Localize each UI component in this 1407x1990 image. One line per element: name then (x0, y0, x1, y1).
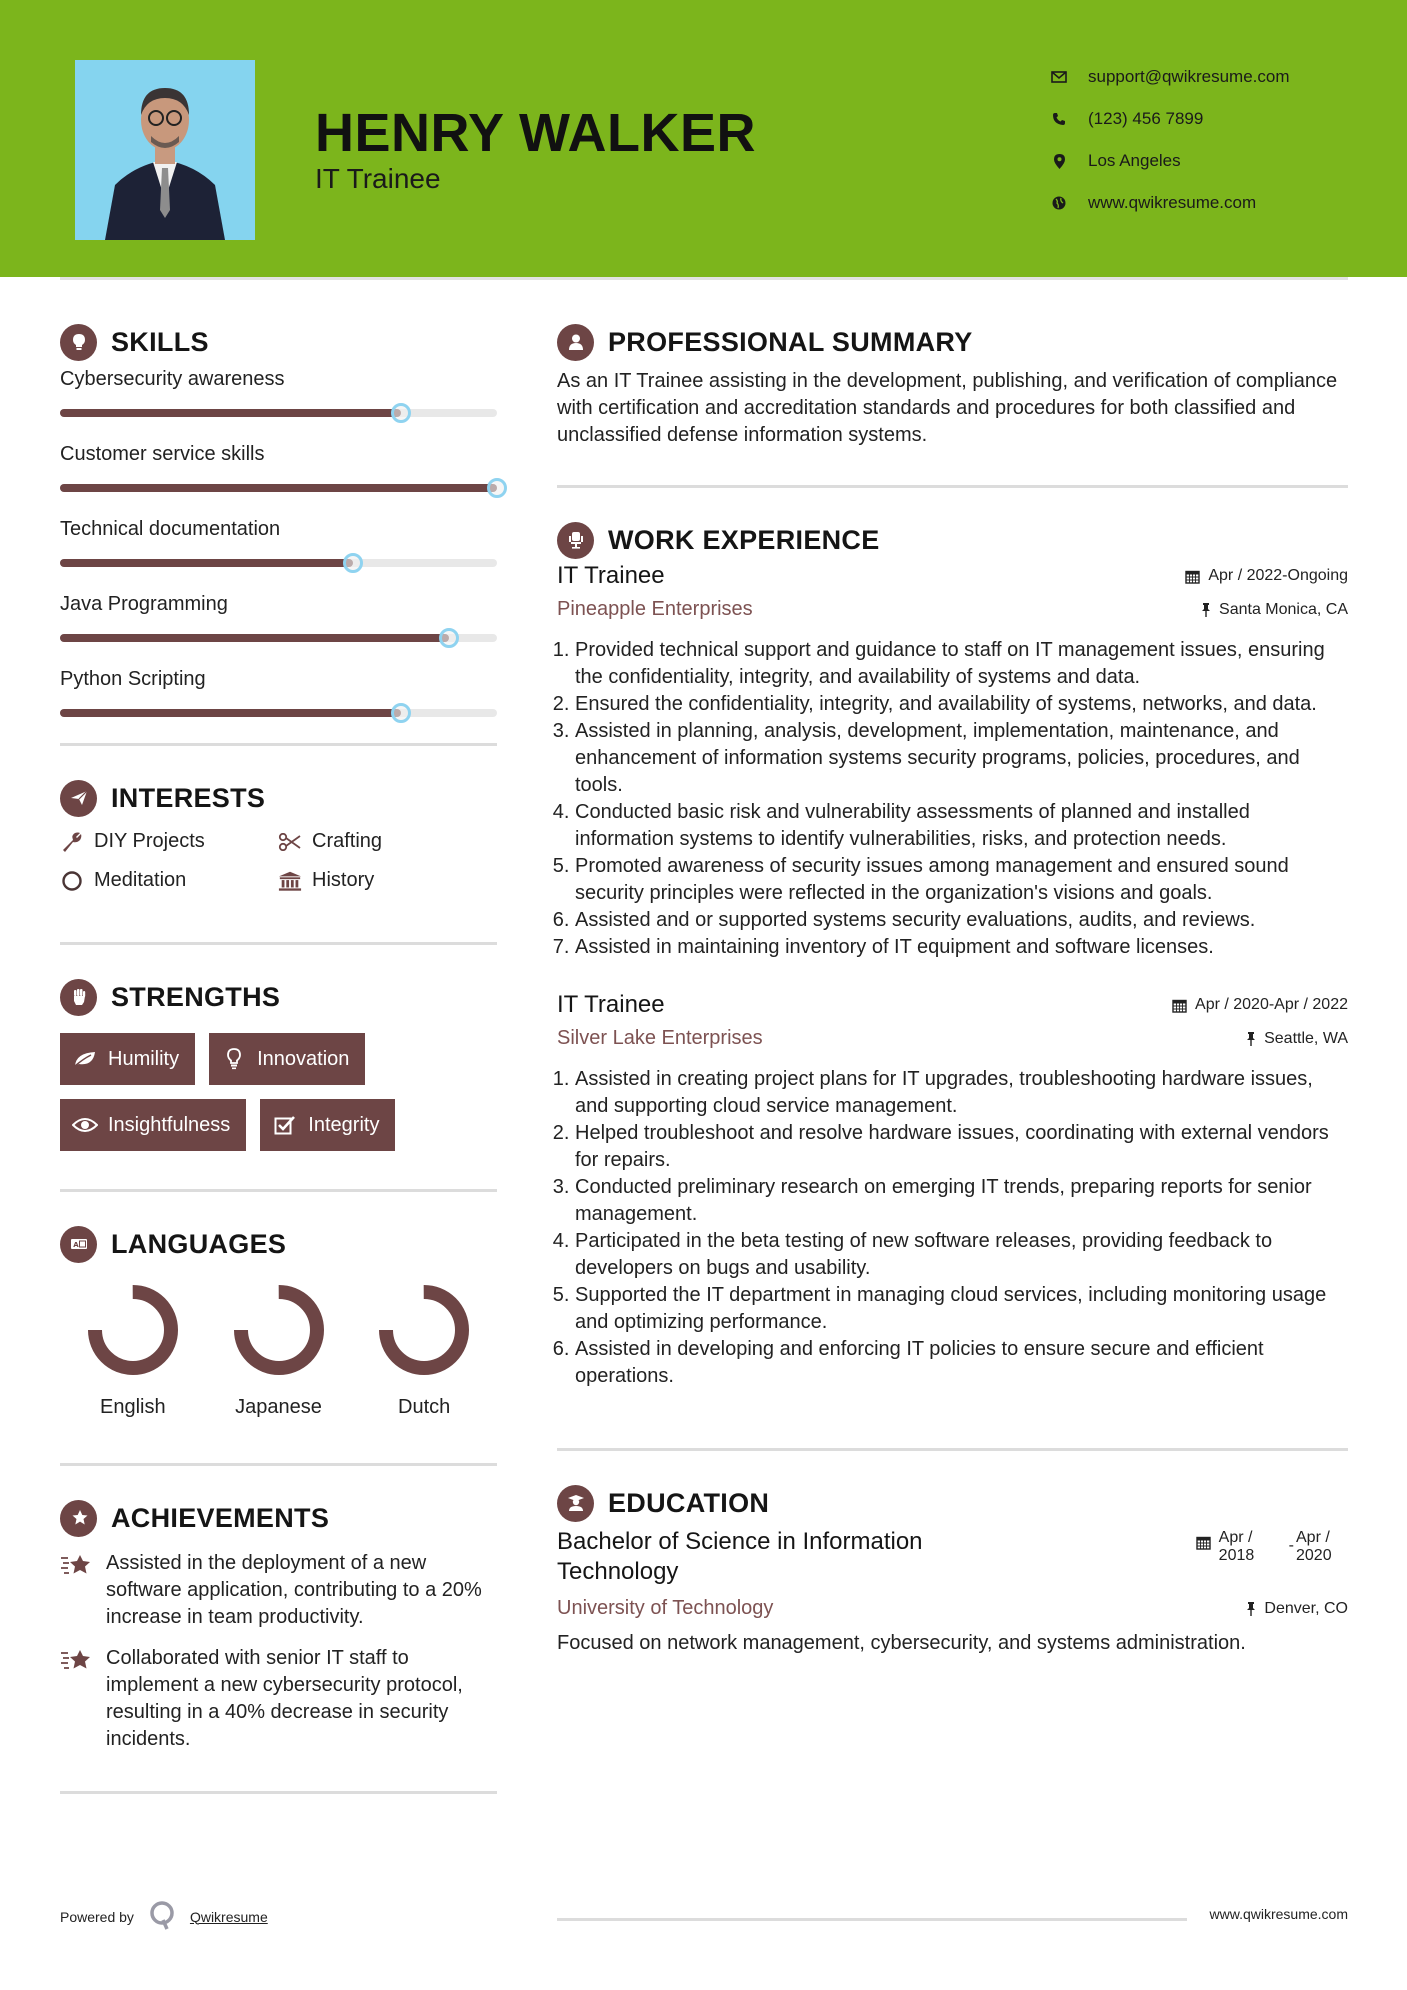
job-dates: Apr / 2020-Apr / 2022 (1172, 996, 1348, 1014)
shooting-star-icon (60, 1645, 96, 1753)
section-divider (60, 942, 497, 945)
duty-item: 2. Ensured the confidentiality, integrity, and availability of systems, networks, and data. (575, 691, 1348, 718)
calendar-icon (1172, 998, 1187, 1013)
achievements-section (60, 1496, 497, 1753)
interest-item: Meditation (60, 869, 278, 892)
skill-level-fill (60, 634, 449, 642)
contact-website-text: www.qwikresume.com (1088, 193, 1257, 212)
summary-section (557, 320, 1348, 449)
section-divider (60, 1791, 497, 1794)
contact-email-text: support@qwikresume.com (1088, 67, 1290, 86)
education-heading: EDUCATION (608, 1487, 770, 1518)
company-name: Silver Lake Enterprises (557, 1027, 763, 1049)
skill-level-fill (60, 409, 401, 417)
language-label: Japanese (235, 1396, 322, 1418)
footer-website-link[interactable]: www.qwikresume.com (1209, 1906, 1348, 1922)
skill-level-knob (391, 403, 411, 423)
job-dates: Apr / 2022-Ongoing (1185, 567, 1348, 585)
section-divider (60, 1189, 497, 1192)
phone-icon (1050, 112, 1068, 126)
shooting-star-icon (60, 1550, 96, 1631)
user-icon (557, 324, 594, 361)
date-separator: - (1288, 1537, 1294, 1554)
duty-item: 4. Conducted basic risk and vulnerability assessments of planned and installed information systems to identify vulnerabilities, risks, and protection needs. (575, 799, 1348, 853)
calendar-icon (1196, 1535, 1211, 1555)
section-divider (557, 485, 1348, 488)
skill-level-knob (439, 628, 459, 648)
skill-level-knob (487, 478, 507, 498)
skill-label: Python Scripting (60, 668, 206, 690)
duty-item: 2. Helped troubleshoot and resolve hardware issues, coordinating with external vendors for repairs. (575, 1120, 1348, 1174)
job-location: Seattle, WA (1246, 1030, 1348, 1048)
skill-level-knob (391, 703, 411, 723)
job-company-row (557, 1027, 1348, 1050)
duty-item: 4. Participated in the beta testing of new software releases, providing feedback to developers on bugs and usability. (575, 1228, 1348, 1282)
duty-item: 6. Assisted in developing and enforcing IT policies to ensure secure and efficient operations. (575, 1336, 1348, 1390)
interests-list (60, 830, 497, 892)
language-label: Dutch (398, 1396, 451, 1418)
skill-level-slider (60, 709, 497, 717)
school-name: University of Technology (557, 1597, 774, 1619)
duty-item: 5. Promoted awareness of security issues among management and ensured sound security principles were reflected in the organization's visions and goals. (575, 853, 1348, 907)
resume-header (0, 0, 1407, 277)
duty-item: 1. Assisted in creating project plans for IT upgrades, troubleshooting hardware issues, and supporting cloud service management. (575, 1066, 1348, 1120)
job-title-row (557, 562, 1348, 590)
skill-label: Customer service skills (60, 443, 265, 465)
language-icon (60, 1226, 97, 1263)
candidate-title: IT Trainee (315, 163, 441, 194)
education-school-row (557, 1597, 1348, 1620)
section-divider (60, 1463, 497, 1466)
achievement-text: Collaborated with senior IT staff to implement a new cybersecurity protocol, resulting in a 40% decrease in security incidents. (106, 1647, 463, 1750)
duty-item: 3. Assisted in planning, analysis, development, implementation, maintenance, and enhancement of information systems security programs, policies, procedures, and tools. (575, 718, 1348, 799)
interests-heading: INTERESTS (111, 782, 266, 813)
skill-level-slider (60, 634, 497, 642)
duty-item: 3. Conducted preliminary research on emerging IT trends, preparing reports for senior management. (575, 1174, 1348, 1228)
lightbulb-icon (221, 1048, 247, 1070)
skill-label: Java Programming (60, 593, 228, 615)
achievements-heading: ACHIEVEMENTS (111, 1502, 330, 1533)
contact-location-text: Los Angeles (1088, 151, 1181, 170)
education-dates (1196, 1529, 1348, 1565)
skill-level-slider (60, 409, 497, 417)
duty-item: 5. Supported the IT department in managing cloud services, including monitoring usage and optimizing performance. (575, 1282, 1348, 1336)
language-proficiency-ring (376, 1282, 472, 1378)
degree-title: Bachelor of Science in Information Technology (557, 1528, 923, 1585)
achievement-text: Assisted in the deployment of a new software application, contributing to a 20% increase in team productivity. (106, 1552, 482, 1628)
language-item (60, 1282, 206, 1419)
skill-level-knob (343, 553, 363, 573)
footer-divider (557, 1918, 1187, 1921)
calendar-icon (1185, 569, 1200, 584)
duty-item: 6. Assisted and or supported systems security evaluations, audits, and reviews. (575, 907, 1348, 934)
strength-tag: Integrity (260, 1099, 395, 1151)
qwikresume-link[interactable]: Qwikresume (189, 1908, 268, 1925)
chair-icon (557, 522, 594, 559)
job-title: IT Trainee (557, 562, 665, 589)
skills-heading: SKILLS (111, 326, 209, 357)
language-proficiency-ring (85, 1282, 181, 1378)
job-duties-list (557, 637, 1348, 961)
strengths-list (60, 1033, 497, 1151)
skill-label: Technical documentation (60, 518, 281, 540)
skill-level-slider (60, 559, 497, 567)
candidate-name: HENRY WALKER (315, 103, 757, 163)
company-name: Pineapple Enterprises (557, 598, 753, 620)
skills-list (60, 368, 497, 717)
language-proficiency-ring (231, 1282, 327, 1378)
job-location: Santa Monica, CA (1201, 601, 1348, 619)
pushpin-icon (1246, 1032, 1256, 1046)
section-divider (557, 1448, 1348, 1451)
job-entry (557, 562, 1348, 961)
circle-icon (60, 870, 84, 892)
languages-heading: LANGUAGES (111, 1228, 287, 1259)
scissors-icon (278, 833, 302, 851)
left-column (60, 320, 497, 1794)
map-pin-icon (1050, 154, 1068, 169)
education-description: Focused on network management, cybersecurity, and systems administration. (557, 1632, 1246, 1654)
strength-tag: Insightfulness (60, 1099, 246, 1151)
header-divider (60, 277, 1348, 280)
interest-item: Crafting (278, 830, 496, 853)
powered-by-label: Powered by (60, 1908, 134, 1925)
skills-section (60, 320, 497, 717)
education-start: Apr / 2018 (1218, 1529, 1255, 1564)
paper-plane-icon (60, 780, 97, 817)
achievement-item (60, 1645, 497, 1753)
education-location: Denver, CO (1246, 1600, 1348, 1618)
skill-level-fill (60, 709, 401, 717)
contact-list (1050, 56, 1290, 224)
experience-heading: WORK EXPERIENCE (608, 524, 880, 555)
right-column (557, 320, 1348, 1657)
eye-icon (72, 1117, 98, 1133)
fist-icon (60, 979, 97, 1016)
job-entry (557, 991, 1348, 1390)
graduate-icon (557, 1485, 594, 1522)
achievement-item (60, 1550, 497, 1631)
svg-text:A: A (72, 1241, 79, 1249)
skill-label: Cybersecurity awareness (60, 368, 285, 390)
pushpin-icon (1246, 1602, 1256, 1616)
language-item (351, 1282, 497, 1419)
job-title: IT Trainee (557, 991, 665, 1018)
skill-level-fill (60, 484, 497, 492)
interest-item: History (278, 869, 496, 892)
envelope-icon (1050, 71, 1068, 83)
strength-tag: Innovation (209, 1033, 365, 1085)
experience-section (557, 518, 1348, 1390)
contact-email[interactable] (1050, 56, 1290, 98)
job-duties-list (557, 1066, 1348, 1390)
leaf-icon (72, 1050, 98, 1068)
contact-phone[interactable] (1050, 98, 1290, 140)
portrait-image (75, 60, 255, 240)
job-company-row (557, 598, 1348, 621)
lightbulb-icon (60, 324, 97, 361)
duty-item: 7. Assisted in maintaining inventory of IT equipment and software licenses. (575, 934, 1348, 961)
museum-icon (278, 870, 302, 892)
education-section (557, 1481, 1348, 1657)
section-divider (60, 743, 497, 746)
summary-heading: PROFESSIONAL SUMMARY (608, 326, 973, 357)
jobs-list (557, 562, 1348, 1390)
contact-website[interactable] (1050, 182, 1290, 224)
globe-icon (1050, 196, 1068, 210)
education-end: Apr / 2020 (1296, 1529, 1332, 1564)
interest-item: DIY Projects (60, 830, 278, 853)
interests-section (60, 776, 497, 892)
skill-level-fill (60, 559, 353, 567)
contact-phone-text: (123) 456 7899 (1088, 109, 1204, 128)
star-icon (60, 1500, 97, 1537)
strengths-section (60, 975, 497, 1151)
education-row (557, 1527, 1348, 1587)
checkbox-icon (272, 1115, 298, 1135)
contact-location (1050, 140, 1290, 182)
strength-tag: Humility (60, 1033, 195, 1085)
job-title-row (557, 991, 1348, 1019)
language-item (206, 1282, 352, 1419)
summary-text: As an IT Trainee assisting in the development, publishing, and verification of compliance with certification and accreditation standards and procedures for both classified and unclassified defense information systems. (557, 370, 1338, 446)
wrench-icon (60, 831, 84, 853)
footer-powered-by (60, 1900, 268, 1933)
duty-item: 1. Provided technical support and guidance to staff on IT management issues, ensuring the confidentiality, integrity, and availability of systems and data. (575, 637, 1348, 691)
languages-list (60, 1282, 497, 1419)
language-label: English (100, 1396, 166, 1418)
pushpin-icon (1201, 603, 1211, 617)
profile-photo (75, 60, 255, 240)
languages-section (60, 1222, 497, 1419)
strengths-heading: STRENGTHS (111, 981, 281, 1012)
skill-level-slider (60, 484, 497, 492)
qwikresume-logo-icon (148, 1900, 176, 1933)
